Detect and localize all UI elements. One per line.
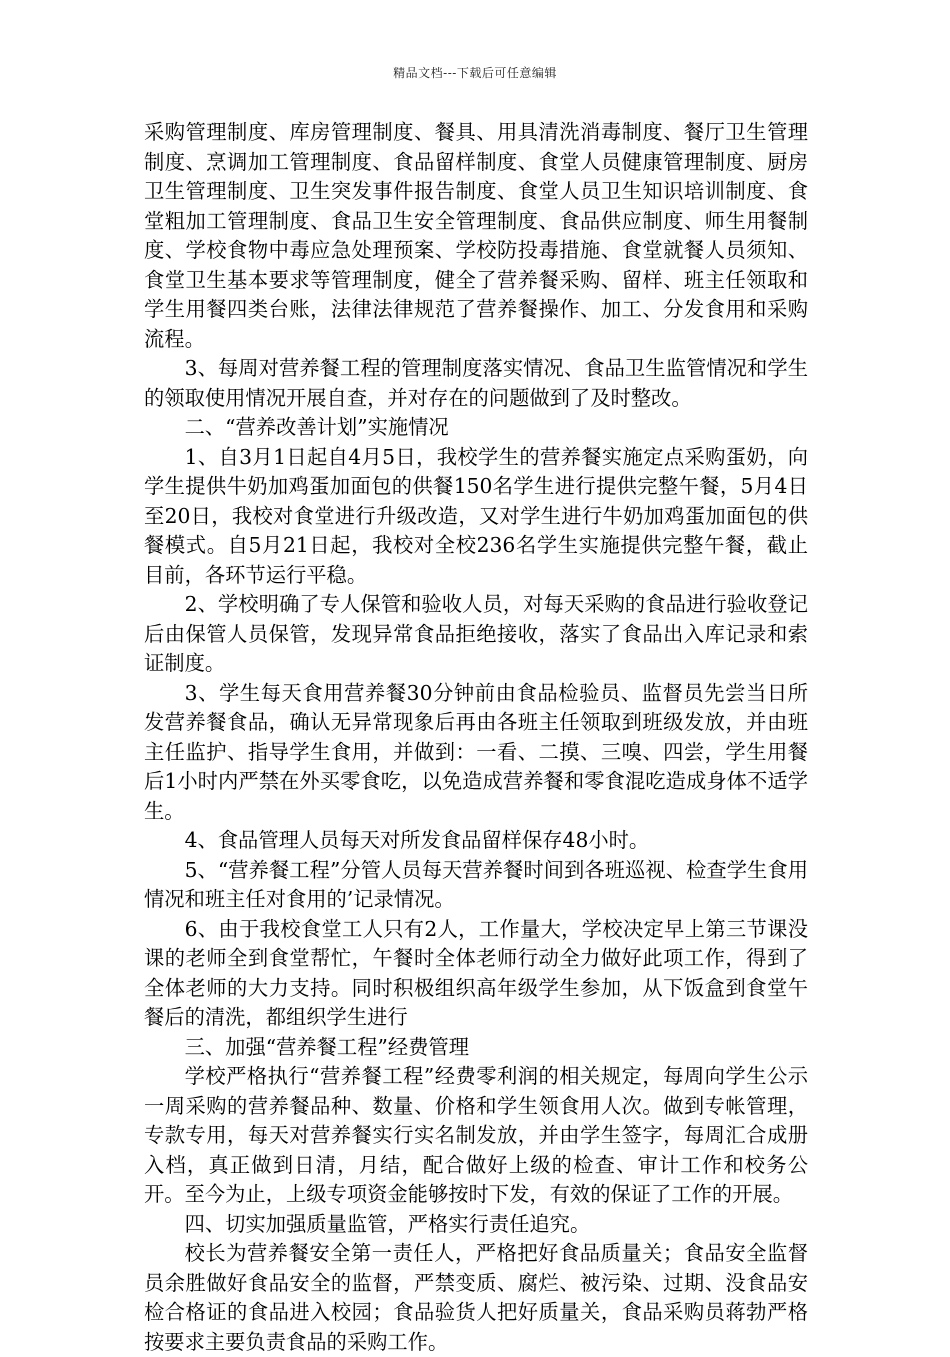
page-header: 精品文档---下载后可任意编辑 bbox=[393, 66, 557, 80]
paragraph-storage-acceptance: 2、学校明确了专人保管和验收人员，对每天采购的食品进行验收登记后由保管人员保管，发现异常食品拒绝接收，落实了食品出入库记录和索证制度。 bbox=[144, 592, 808, 675]
paragraph-inspection: 5、“营养餐工程”分管人员每天营养餐时间到各班巡视、检查学生食用情况和班主任对食用的’记录情况。 bbox=[144, 857, 808, 911]
section-heading-quality: 四、切实加强质量监管，严格实行责任追究。 bbox=[184, 1211, 591, 1236]
paragraph-management-systems: 采购管理制度、库房管理制度、餐具、用具清洗消毒制度、餐厅卫生管理制度、烹调加工管理制度、食品留样制度、食堂人员健康管理制度、厨房卫生管理制度、卫生突发事件报告制度、食堂人员卫生知识培训制度、食堂粗加工管理制度、食品卫生安全管理制度、食品供应制度、师生用餐制度、学校食物中毒应急处理预案、学校防投毒措施、食堂就餐人员须知、食堂卫生基本要求等管理制度，健全了营养餐采购、留样、班主任领取和学生用餐四类台账，法律法律规范了营养餐操作、加工、分发食用和采购流程。 bbox=[144, 120, 808, 351]
paragraph-weekly-self-check: 3、每周对营养餐工程的管理制度落实情况、食品卫生监管情况和学生的领取使用情况开展自查，并对存在的问题做到了及时整改。 bbox=[144, 356, 808, 410]
section-heading-funding: 三、加强“营养餐工程”经费管理 bbox=[184, 1034, 469, 1059]
paragraph-tasting-distribution: 3、学生每天食用营养餐30分钟前由食品检验员、监督员先尝当日所发营养餐食品，确认无异常现象后再由各班主任领取到班级发放，并由班主任监护、指导学生食用，并做到：一看、二摸、三嗅、四尝，学生用餐后1小时内严禁在外买零食吃，以免造成营养餐和零食混吃造成身体不适学生。 bbox=[144, 680, 808, 823]
paragraph-staff-help: 6、由于我校食堂工人只有2人，工作量大，学校决定早上第三节课没课的老师全到食堂帮忙，午餐时全体老师行动全力做好此项工作，得到了全体老师的大力支持。同时积极组织高年级学生参加，从下饭盒到食堂午餐后的清洗，都组织学生进行 bbox=[144, 916, 808, 1029]
paragraph-meal-supply: 1、自3月1日起自4月5日，我校学生的营养餐实施定点采购蛋奶，向学生提供牛奶加鸡蛋加面包的供餐150名学生进行提供完整午餐，5月4日至20日，我校对食堂进行升级改造，又对学生进行牛奶加鸡蛋加面包的供餐模式。自5月21日起，我校对全校236名学生实施提供完整午餐，截止目前，各环节运行平稳。 bbox=[144, 444, 808, 587]
paragraph-responsibility: 校长为营养餐安全第一责任人，严格把好食品质量关；食品安全监督员余胜做好食品安全的监督，严禁变质、腐烂、被污染、过期、没食品安检合格证的食品进入校园；食品验货人把好质量关，食品采购员蒋勃严格按要求主要负责食品的采购工作。 bbox=[144, 1241, 808, 1354]
paragraph-funding-management: 学校严格执行“营养餐工程”经费零利润的相关规定，每周向学生公示一周采购的营养餐品种、数量、价格和学生领食用人次。做到专帐管理，专款专用，每天对营养餐实行实名制发放，并由学生签字，每周汇合成册入档，真正做到日清，月结，配合做好上级的检查、审计工作和校务公开。至今为止，上级专项资金能够按时下发，有效的保证了工作的开展。 bbox=[144, 1064, 808, 1206]
document-body bbox=[144, 118, 808, 1357]
section-heading-implementation: 二、“营养改善计划”实施情况 bbox=[184, 415, 449, 439]
paragraph-sample-retention: 4、食品管理人员每天对所发食品留样保存48小时。 bbox=[184, 828, 650, 852]
